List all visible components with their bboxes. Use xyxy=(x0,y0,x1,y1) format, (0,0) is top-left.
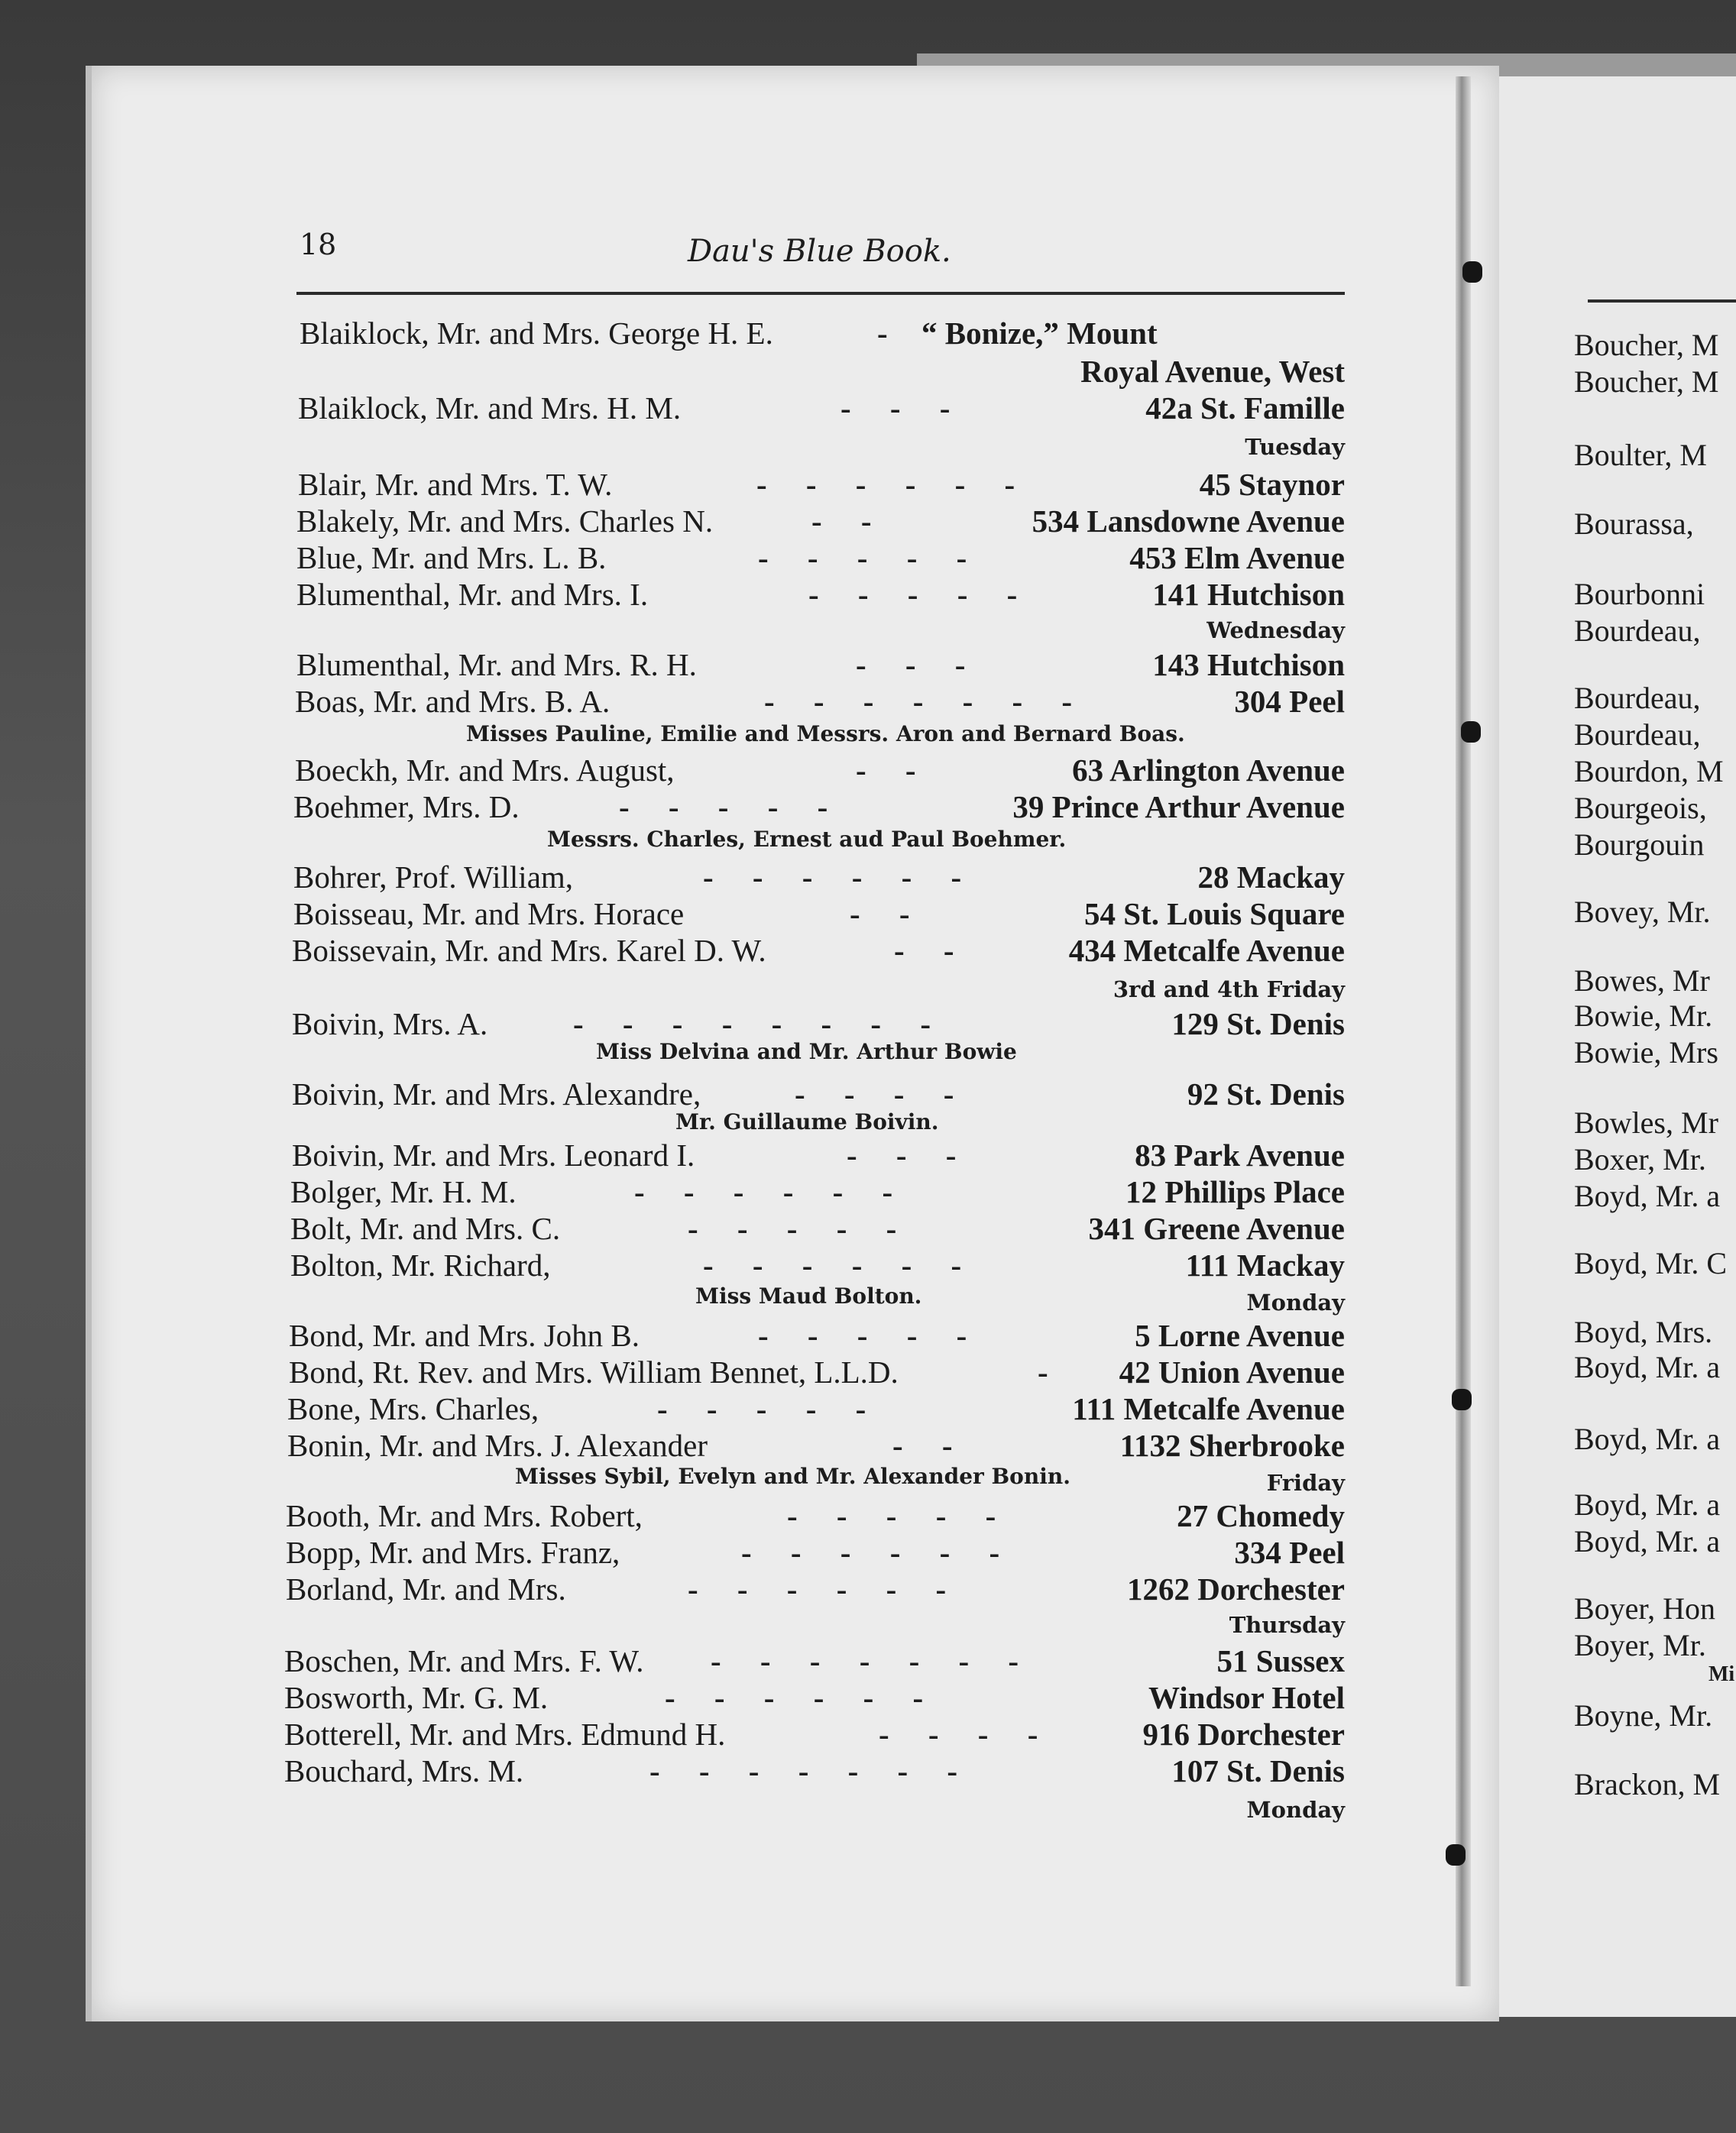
leader-dashes: - - - - - xyxy=(808,577,1018,612)
directory-entry xyxy=(0,1534,1345,1571)
entry-name: Bouchard, Mrs. M. xyxy=(284,1753,524,1788)
directory-entry xyxy=(0,932,1345,969)
reception-day-line xyxy=(0,1470,1345,1497)
directory-entry xyxy=(0,1076,1345,1112)
right-page-entry-fragment: Bourdon, M xyxy=(1574,754,1724,788)
entry-name: Boivin, Mr. and Mrs. Alexandre, xyxy=(292,1076,701,1112)
leader-dashes: - - - - - - xyxy=(741,1535,1000,1570)
entry-address: 107 St. Denis xyxy=(1171,1753,1345,1788)
entry-name: Bolton, Mr. Richard, xyxy=(290,1248,551,1283)
directory-entry xyxy=(0,1716,1345,1753)
right-page-entry-fragment: Boyer, Mr. xyxy=(1574,1628,1706,1662)
directory-entry xyxy=(0,1317,1345,1354)
entry-name: Bond, Rt. Rev. and Mrs. William Bennet, L.L.D. xyxy=(289,1355,899,1390)
entry-name: Blaiklock, Mr. and Mrs. George H. E. xyxy=(300,316,773,351)
entry-name: Blair, Mr. and Mrs. T. W. xyxy=(298,467,613,502)
leader-dashes: - - - - - - xyxy=(688,1571,947,1607)
directory-entry xyxy=(0,539,1345,576)
entry-name: Blumenthal, Mr. and Mrs. R. H. xyxy=(296,647,697,682)
entry-name: Botterell, Mr. and Mrs. Edmund H. xyxy=(284,1717,726,1752)
entry-name: Bonin, Mr. and Mrs. J. Alexander xyxy=(287,1428,708,1463)
leader-dashes: - - - - - xyxy=(619,789,828,824)
reception-day: Monday xyxy=(1246,1290,1345,1316)
entry-address: Windsor Hotel xyxy=(1148,1680,1345,1715)
entry-address: 54 St. Louis Square xyxy=(1083,896,1345,931)
reception-day-line xyxy=(0,1290,1345,1317)
reception-day-line xyxy=(0,1797,1345,1824)
reception-day: Wednesday xyxy=(1206,617,1345,643)
right-page-entry-fragment: Boyer, Hon xyxy=(1574,1591,1716,1626)
reception-day-line xyxy=(0,434,1345,461)
entry-name: Bopp, Mr. and Mrs. Franz, xyxy=(286,1535,620,1570)
directory-entry xyxy=(0,1753,1345,1789)
household-members-note: Miss Maud Bolton. xyxy=(695,1283,922,1309)
staple-lower-middle xyxy=(1452,1389,1472,1410)
right-page-entry-fragment: Boyd, Mr. a xyxy=(1574,1422,1721,1456)
directory-entry xyxy=(0,1571,1345,1607)
entry-address-continued: Royal Avenue, West xyxy=(1080,354,1345,389)
leader-dashes: - - - - - xyxy=(688,1211,897,1246)
right-page-entry-fragment: Bourassa, xyxy=(1574,507,1694,541)
entry-address: 434 Metcalfe Avenue xyxy=(1068,933,1345,968)
staple-upper-middle xyxy=(1461,721,1481,743)
entry-name: Boivin, Mr. and Mrs. Leonard I. xyxy=(292,1138,695,1173)
staple-bottom xyxy=(1446,1844,1466,1866)
leader-dashes: - - - - xyxy=(795,1076,954,1112)
entry-name: Bond, Mr. and Mrs. John B. xyxy=(289,1318,640,1353)
household-members-note: Misses Pauline, Emilie and Messrs. Aron and Bernard Boas. xyxy=(466,721,1185,746)
reception-day: Monday xyxy=(1246,1797,1345,1823)
leader-dashes: - - - - - - xyxy=(665,1680,924,1715)
directory-entry-continuation xyxy=(0,353,1345,390)
entry-address: 5 Lorne Avenue xyxy=(1135,1318,1345,1353)
directory-entry xyxy=(0,1354,1345,1390)
leader-dashes: - - - - - - - xyxy=(764,684,1073,719)
entry-address: 27 Chomedy xyxy=(1177,1498,1345,1533)
reception-day: 3rd and 4th Friday xyxy=(1113,976,1345,1002)
leader-dashes: - - - xyxy=(847,1138,957,1173)
entry-address: 1262 Dorchester xyxy=(1126,1571,1345,1607)
leader-dashes: - - xyxy=(856,753,916,788)
directory-entry xyxy=(0,683,1345,720)
entry-address: 92 St. Denis xyxy=(1187,1076,1345,1112)
leader-dashes: - - - - - xyxy=(787,1498,996,1533)
reception-day-line xyxy=(0,1612,1345,1639)
entry-address: 334 Peel xyxy=(1234,1535,1345,1570)
household-members-note: Mr. Guillaume Boivin. xyxy=(675,1109,939,1134)
header-rule xyxy=(296,292,1345,295)
entry-address: 141 Hutchison xyxy=(1152,577,1345,612)
leader-dashes: - - - - - xyxy=(657,1391,866,1426)
right-page-entry-fragment: Bowes, Mr xyxy=(1574,963,1710,998)
right-page-entry-fragment: Boyne, Mr. xyxy=(1574,1698,1713,1733)
entry-name: Booth, Mr. and Mrs. Robert, xyxy=(286,1498,643,1533)
directory-entry xyxy=(0,576,1345,613)
entry-name: Boissevain, Mr. and Mrs. Karel D. W. xyxy=(292,933,766,968)
directory-entry xyxy=(0,1643,1345,1679)
right-page-entry-fragment: Bowie, Mr. xyxy=(1574,999,1713,1033)
leader-dashes: - - xyxy=(892,1428,953,1463)
directory-entry xyxy=(0,895,1345,932)
leader-dashes: - - - - - - xyxy=(756,467,1015,502)
entry-name: Blakely, Mr. and Mrs. Charles N. xyxy=(296,503,714,539)
reception-day-line xyxy=(0,617,1345,645)
right-page-entry-fragment: Boyd, Mr. a xyxy=(1574,1487,1721,1522)
directory-entry xyxy=(0,466,1345,503)
entry-address: 304 Peel xyxy=(1234,684,1345,719)
household-members-note: Misses Sybil, Evelyn and Mr. Alexander Bonin. xyxy=(515,1464,1070,1489)
page-number: 18 xyxy=(300,228,337,261)
right-page-entry-fragment: Brackon, M xyxy=(1574,1767,1721,1801)
right-page-entry-fragment: Bourdeau, xyxy=(1574,613,1701,648)
entry-address: 1132 Sherbrooke xyxy=(1119,1428,1345,1463)
entry-name: Bohrer, Prof. William, xyxy=(293,859,574,895)
leader-dashes: - - - xyxy=(840,390,951,426)
leader-dashes: - - - - - - - xyxy=(711,1643,1019,1678)
entry-address: 28 Mackay xyxy=(1197,859,1345,895)
right-page-entry-fragment: Boyd, Mr. a xyxy=(1574,1350,1721,1384)
reception-day: Tuesday xyxy=(1245,434,1345,460)
directory-entry xyxy=(0,1679,1345,1716)
directory-entry xyxy=(0,1210,1345,1247)
leader-dashes: - - xyxy=(850,896,910,931)
right-page-entry-fragment: Bovey, Mr. xyxy=(1574,895,1711,929)
directory-entry xyxy=(0,752,1345,788)
directory-entry xyxy=(0,859,1345,895)
entry-name: Boehmer, Mrs. D. xyxy=(293,789,520,824)
entry-address: 341 Greene Avenue xyxy=(1088,1211,1345,1246)
entry-address: 111 Metcalfe Avenue xyxy=(1072,1391,1345,1426)
right-page-entry-fragment: Mi xyxy=(1708,1662,1735,1686)
reception-day-line xyxy=(0,976,1345,1004)
entry-address: 111 Mackay xyxy=(1185,1248,1345,1283)
entry-name: Boeckh, Mr. and Mrs. August, xyxy=(295,753,675,788)
entry-name: Blue, Mr. and Mrs. L. B. xyxy=(296,540,607,575)
right-page-entry-fragment: Boyd, Mrs. xyxy=(1574,1315,1713,1349)
entry-address: 39 Prince Arthur Avenue xyxy=(1012,789,1345,824)
directory-entry xyxy=(0,1427,1345,1464)
leader-dashes: - xyxy=(1038,1355,1048,1390)
right-page-entry-fragment: Boucher, M xyxy=(1574,328,1719,362)
entry-name: Boivin, Mrs. A. xyxy=(292,1006,488,1041)
entry-name: Bolt, Mr. and Mrs. C. xyxy=(290,1211,561,1246)
staple-top xyxy=(1462,261,1482,283)
leader-dashes: - - - - xyxy=(879,1717,1038,1752)
leader-dashes: - - - - - - xyxy=(703,859,962,895)
reception-day: Thursday xyxy=(1229,1612,1345,1638)
entry-name: Blaiklock, Mr. and Mrs. H. M. xyxy=(298,390,682,426)
right-page-entry-fragment: Boulter, M xyxy=(1574,438,1707,472)
directory-entry xyxy=(0,1173,1345,1210)
right-page-entry-fragment: Boyd, Mr. C xyxy=(1574,1246,1728,1280)
directory-entry xyxy=(0,1247,1345,1283)
leader-dashes: - - - - - xyxy=(758,1318,967,1353)
directory-entry xyxy=(0,1497,1345,1534)
right-page-entry-fragment: Bourdeau, xyxy=(1574,717,1701,752)
right-page-entry-fragment: Boyd, Mr. a xyxy=(1574,1524,1721,1558)
directory-entry xyxy=(0,315,1345,351)
directory-entry xyxy=(0,646,1345,683)
reception-day: Friday xyxy=(1266,1470,1345,1496)
entry-address: 453 Elm Avenue xyxy=(1129,540,1345,575)
household-members-note: Miss Delvina and Mr. Arthur Bowie xyxy=(596,1039,1017,1064)
leader-dashes: - - xyxy=(894,933,954,968)
entry-name: Bosworth, Mr. G. M. xyxy=(284,1680,549,1715)
household-members-note: Messrs. Charles, Ernest aud Paul Boehmer. xyxy=(547,827,1067,852)
entry-address: 83 Park Avenue xyxy=(1135,1138,1345,1173)
directory-entry xyxy=(0,390,1345,426)
directory-entry xyxy=(0,788,1345,825)
right-page-entry-fragment: Bourdeau, xyxy=(1574,681,1701,715)
entry-name: Borland, Mr. and Mrs. xyxy=(286,1571,566,1607)
leader-dashes: - - xyxy=(811,503,872,539)
leader-dashes: - - - - - - xyxy=(703,1248,962,1283)
right-page-entry-fragment: Boucher, M xyxy=(1574,364,1719,399)
leader-dashes: - - - - - xyxy=(758,540,967,575)
entry-address: 143 Hutchison xyxy=(1152,647,1345,682)
leader-dashes: - - - xyxy=(856,647,966,682)
entry-address: 534 Lansdowne Avenue xyxy=(1032,503,1345,539)
entry-address: 45 Staynor xyxy=(1199,467,1345,502)
entry-name: Bone, Mrs. Charles, xyxy=(287,1391,539,1426)
entry-name: Boisseau, Mr. and Mrs. Horace xyxy=(293,896,685,931)
entry-address: “ Bonize,” Mount xyxy=(921,316,1158,351)
entry-address: 916 Dorchester xyxy=(1142,1717,1345,1752)
entry-address: 12 Phillips Place xyxy=(1125,1174,1345,1209)
directory-entry xyxy=(0,503,1345,539)
right-page-entry-fragment: Bowie, Mrs xyxy=(1574,1035,1718,1070)
running-title: Dau's Blue Book. xyxy=(688,234,951,269)
directory-entry xyxy=(0,1137,1345,1173)
leader-dashes: - - - - - - - xyxy=(649,1753,958,1788)
leader-dashes: - - - - - - - - xyxy=(573,1006,931,1041)
right-page-entry-fragment: Bowles, Mr xyxy=(1574,1105,1718,1140)
directory-entry xyxy=(0,1390,1345,1427)
book-gutter xyxy=(1456,76,1471,1986)
entry-address: 129 St. Denis xyxy=(1171,1006,1345,1041)
right-page-entry-fragment: Bourgeois, xyxy=(1574,791,1707,825)
entry-address: 42 Union Avenue xyxy=(1119,1355,1345,1390)
entry-name: Blumenthal, Mr. and Mrs. I. xyxy=(296,577,649,612)
right-page-entry-fragment: Bourgouin xyxy=(1574,827,1705,862)
right-page-entry-fragment: Bourbonni xyxy=(1574,577,1705,611)
entry-address: 51 Sussex xyxy=(1216,1643,1345,1678)
leader-dashes: - - - - - - xyxy=(634,1174,893,1209)
entry-name: Boas, Mr. and Mrs. B. A. xyxy=(295,684,611,719)
right-page-entry-fragment: Boyd, Mr. a xyxy=(1574,1179,1721,1213)
entry-address: 63 Arlington Avenue xyxy=(1072,753,1345,788)
entry-address: 42a St. Famille xyxy=(1145,390,1345,426)
entry-name: Bolger, Mr. H. M. xyxy=(290,1174,517,1209)
right-page-entry-fragment: Boxer, Mr. xyxy=(1574,1142,1706,1177)
entry-name: Boschen, Mr. and Mrs. F. W. xyxy=(284,1643,644,1678)
leader-dashes: - xyxy=(877,316,888,351)
right-page-header-rule xyxy=(1588,299,1736,303)
directory-entry xyxy=(0,1005,1345,1042)
